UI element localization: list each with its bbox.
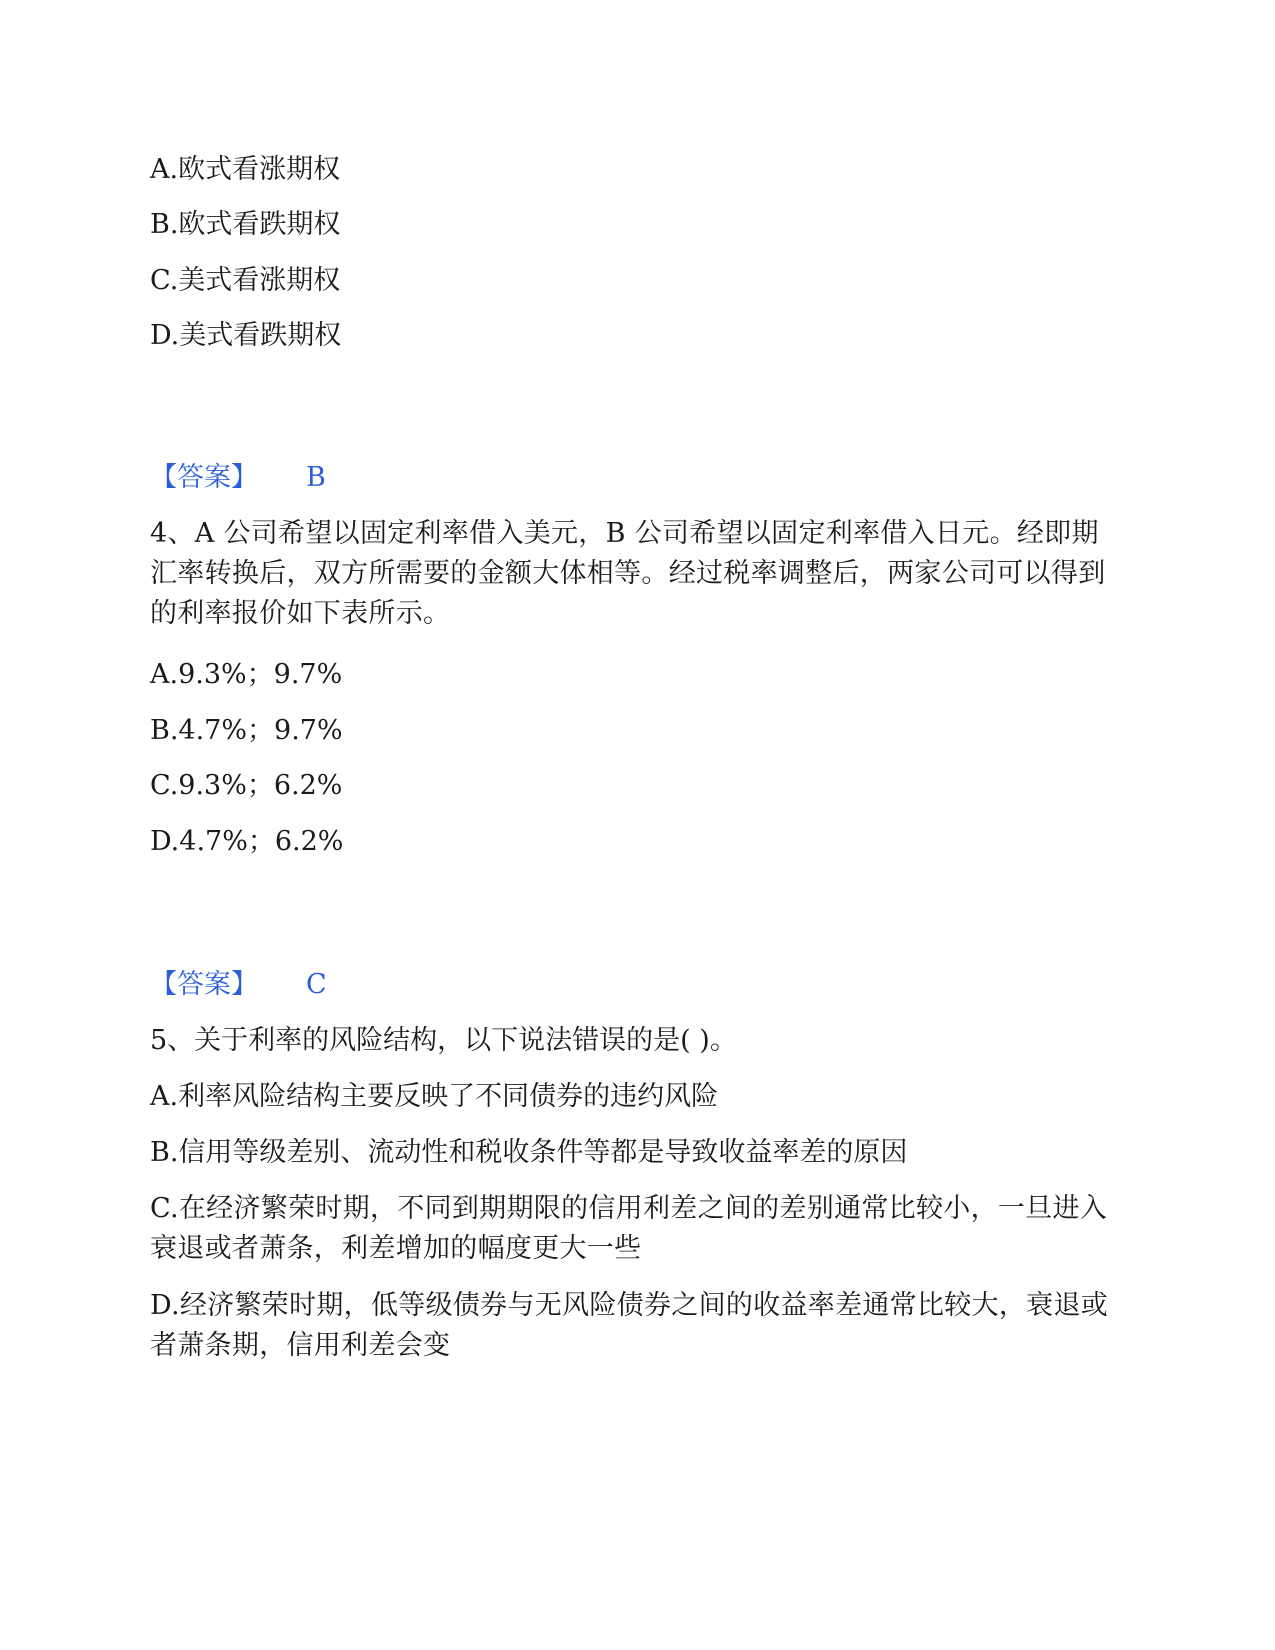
answer-label: 【答案】 (150, 969, 258, 1000)
q5-stem: 5、关于利率的风险结构，以下说法错误的是( )。 (150, 1025, 737, 1056)
q3-option-a: A.欧式看涨期权 (150, 154, 341, 185)
q5-option-b: B.信用等级差别、流动性和税收条件等都是导致收益率差的原因 (150, 1137, 908, 1168)
q4-option-b: B.4.7%；9.7% (150, 715, 343, 746)
q4-option-c: C.9.3%；6.2% (150, 770, 343, 801)
q4-option-d: D.4.7%；6.2% (150, 826, 344, 857)
q3-option-d: D.美式看跌期权 (150, 320, 342, 351)
answer-label: 【答案】 (150, 462, 258, 493)
q4-stem: 4、A 公司希望以固定利率借入美元，B 公司希望以固定利率借入日元。经即期汇率转换后，双方所需要的金额大体相等。经过税率调整后，两家公司可以得到的利率报价如下表所示。 (150, 518, 1106, 629)
answer-value: C (306, 969, 327, 1000)
q5-option-a: A.利率风险结构主要反映了不同债券的违约风险 (150, 1081, 719, 1112)
q4-option-a: A.9.3%；9.7% (150, 659, 343, 690)
q3-answer (150, 458, 326, 498)
answer-value: B (306, 462, 326, 493)
q5-option-d: D.经济繁荣时期，低等级债券与无风险债券之间的收益率差通常比较大，衰退或者萧条期，信用利差会变 (150, 1290, 1109, 1361)
q3-option-c: C.美式看涨期权 (150, 265, 341, 296)
q3-option-b: B.欧式看跌期权 (150, 209, 341, 240)
q5-option-c: C.在经济繁荣时期，不同到期期限的信用利差之间的差别通常比较小，一旦进入衰退或者萧条，利差增加的幅度更大一些 (150, 1193, 1108, 1264)
q4-answer (150, 965, 327, 1005)
